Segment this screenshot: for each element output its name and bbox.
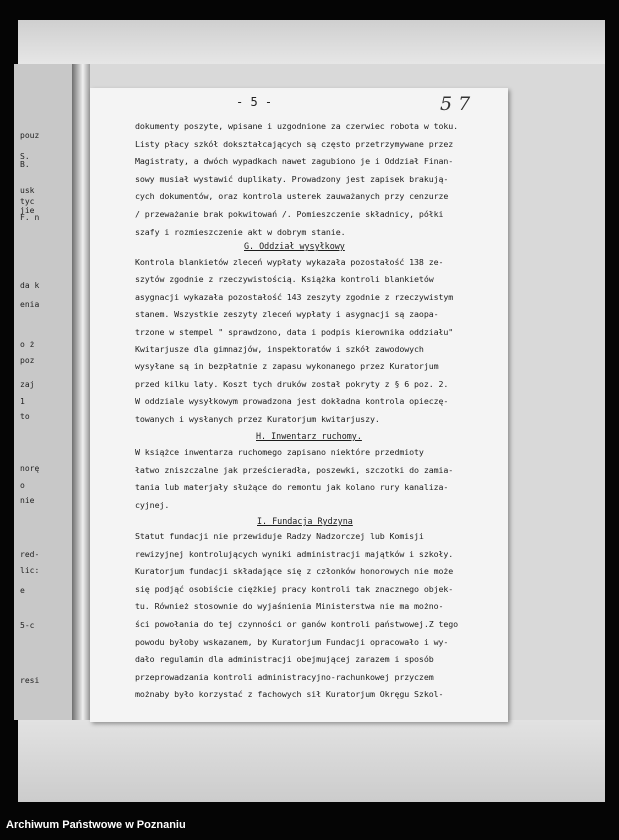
section-heading: G. Oddział wysyłkowy — [244, 241, 345, 251]
left-page-fragment: red- — [20, 550, 40, 559]
left-page-fragment: S. — [20, 152, 30, 161]
bottom-page-edge — [18, 720, 605, 802]
text-line: / przeważanie brak pokwitowań /. Pomieszczenie składnicy, półki — [135, 209, 444, 219]
section-heading: I. Fundacja Rydzyna — [257, 516, 353, 526]
left-page-fragment: F. n — [20, 213, 40, 222]
text-line: tania lub materjały służące do remontu jak kolano rury kanaliza- — [135, 482, 449, 492]
text-line: ści powołania do tej czynności or ganów kontroli państwowej.Z tego — [135, 619, 459, 629]
text-line: wysyłane są in bezpłatnie z zapasu wykonanego przez Kuratorjum — [135, 361, 439, 372]
top-page-edge — [18, 20, 605, 64]
text-line: cych dokumentów, oraz kontrola usterek zauważanych przy cenzurze — [135, 191, 449, 202]
left-page-fragment: jie — [20, 206, 35, 215]
text-line: dokumenty poszyte, wpisane i uzgodnione za czerwiec robota w toku. — [135, 121, 459, 131]
left-page-fragment: lic: — [20, 566, 40, 575]
left-page-fragment: norę — [20, 464, 40, 473]
left-page-fragment: 1 — [20, 397, 25, 406]
left-page-fragment: e — [20, 586, 25, 595]
text-line: powodu byłoby wskazanem, by Kuratorjum Fundacji opracowało i wy- — [135, 636, 449, 647]
text-line: towanych i wysłanych przez Kuratorjum kwitarjuszy. — [135, 413, 380, 424]
text-line: dało regulamin dla administracji obejmującej zarazem i sposób — [135, 654, 434, 665]
page-number: - 5 - — [236, 95, 273, 109]
left-page-fragment: poz — [20, 356, 35, 365]
left-page-fragment: 5-c — [20, 621, 35, 630]
left-page-fragment: pouz — [20, 131, 40, 140]
left-page-fragment: resi — [20, 676, 40, 685]
text-line: szytów zgodnie z rzeczywistością. Książka kontroli blankietów — [135, 274, 434, 285]
left-page-fragment: da k — [20, 281, 40, 290]
section-heading: H. Inwentarz ruchomy. — [256, 431, 362, 441]
left-page-fragment: zaj — [20, 380, 35, 389]
left-page-fragment: tyc — [20, 197, 35, 206]
text-line: Listy płacy szkół dokształcających są często przetrzymywane przez — [135, 138, 454, 149]
left-page-fragment: o ż — [20, 340, 35, 349]
left-page-fragment: enia — [20, 300, 40, 309]
text-line: rewizyjnej kontrolujących wyniki administracji majątków i szkoły. — [135, 548, 454, 559]
text-line: możnaby było korzystać z fachowych sił Kuratorjum Okręgu Szkol- — [135, 689, 444, 700]
text-line: cyjnej. — [135, 499, 170, 510]
text-line: W oddziale wysyłkowym prowadzona jest dokładna kontrola opieczę- — [135, 396, 449, 407]
left-page-fragment: o — [20, 481, 25, 490]
text-line: tu. Również stosownie do wyjaśnienia Ministerstwa nie ma możno- — [135, 601, 444, 612]
text-line: Kontrola blankietów zleceń wypłaty wykazała pozostałość 138 ze- — [135, 257, 444, 267]
archive-footer-label: Archiwum Państwowe w Poznaniu — [6, 819, 186, 831]
text-line: przeprowadzania kontroli administracyjno-rachunkowej przyczem — [135, 671, 434, 682]
text-line: szafy i rozmieszczenie akt w dobrym stanie. — [135, 226, 346, 237]
text-line: trzone w stempel " sprawdzono, data i podpis kierownika oddziału" — [135, 326, 454, 337]
left-page-fragment: B. — [20, 160, 30, 169]
text-line: Statut fundacji nie przewiduje Radzy Nadzorczej lub Komisji — [135, 531, 424, 541]
text-line: Kuratorjum fundacji składające się z członków honorowych nie może — [135, 566, 454, 577]
text-line: stanem. Wszystkie zeszyty zleceń wypłaty i asygnacji są zaopa- — [135, 309, 439, 320]
text-line: Kwitarjusze dla gimnazjów, inspektoratów i szkół zawodowych — [135, 344, 424, 354]
text-line: łatwo zniszczalne jak prześcieradła, poszewki, szczotki do zamia- — [135, 464, 454, 475]
left-page-fragment: usk — [20, 186, 35, 195]
text-line: W książce inwentarza ruchomego zapisano niektóre przedmioty — [135, 447, 424, 457]
book-binding — [72, 64, 90, 724]
text-line: się podjąć osobiście ciężkiej pracy kontroli tak znacznego objek- — [135, 583, 454, 594]
text-line: Magistraty, a dwóch wypadkach nawet zagubiono je i Oddział Finan- — [135, 156, 454, 167]
text-line: asygnacji wykazała pozostałość 143 zeszyty zgodnie z rzeczywistym — [135, 291, 454, 302]
text-line: sowy musiał wystawić duplikaty. Prowadzony jest zapisek brakują- — [135, 173, 449, 184]
left-page-fragment: to — [20, 412, 30, 421]
text-line: przed kilku laty. Koszt tych druków został pokryty z § 6 poz. 2. — [135, 378, 449, 389]
handwritten-page-number: 5 7 — [440, 93, 471, 115]
left-page-fragment: nie — [20, 496, 35, 505]
